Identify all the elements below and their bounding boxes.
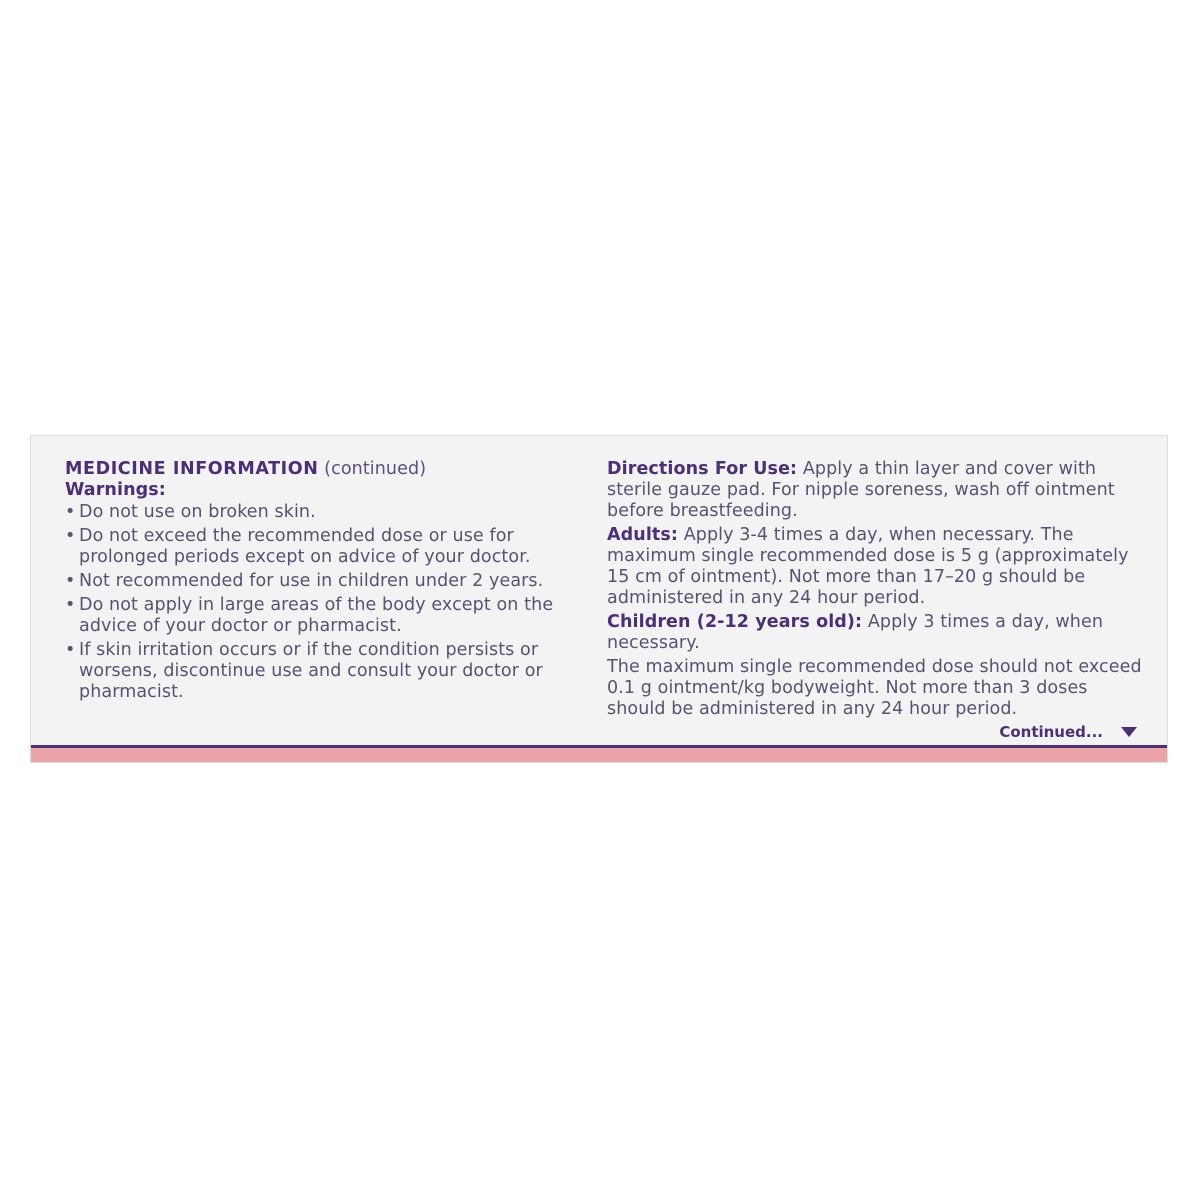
continued-label: Continued... — [999, 723, 1103, 741]
warning-item — [65, 526, 595, 568]
warning-item — [65, 502, 595, 523]
warning-item — [65, 571, 595, 592]
children-paragraph — [607, 612, 1147, 654]
warning-text: Not recommended for use in children under 2 years. — [79, 571, 544, 591]
children-dose-paragraph: The maximum single recommended dose should not exceed 0.1 g ointment/kg bodyweight. Not more than 3 doses should be administered in any 24 hour period. — [607, 657, 1142, 719]
warning-text: Do not apply in large areas of the body except on the advice of your doctor or pharmacist. — [79, 595, 554, 636]
children-text: Apply 3 times a day, when necessary. — [607, 612, 1104, 653]
warning-text: If skin irritation occurs or if the condition persists or worsens, discontinue use and consult your doctor or pharmacist. — [79, 640, 543, 702]
warning-item — [65, 640, 595, 703]
bullet-icon: • — [65, 595, 76, 615]
left-column — [65, 459, 595, 706]
bullet-icon: • — [65, 526, 76, 546]
directions-label: Directions For Use: — [607, 459, 798, 479]
panel-content — [31, 436, 1167, 746]
bullet-icon: • — [65, 502, 76, 522]
warnings-label: Warnings: — [65, 480, 166, 500]
section-heading: MEDICINE INFORMATION — [65, 459, 319, 479]
warning-item — [65, 595, 595, 637]
right-column — [607, 459, 1147, 723]
bullet-icon: • — [65, 640, 76, 660]
warnings-list — [65, 502, 595, 703]
adults-text: Apply 3-4 times a day, when necessary. The maximum single recommended dose is 5 g (approximately 15 cm of ointment). Not more than 17–20 g should be administered in any 24 hour period. — [607, 525, 1129, 608]
children-label: Children (2-12 years old): — [607, 612, 863, 632]
pink-bottom-band — [31, 748, 1167, 762]
section-heading-line — [65, 459, 595, 480]
adults-paragraph — [607, 525, 1147, 609]
section-heading-suffix: (continued) — [324, 459, 427, 479]
directions-paragraph — [607, 459, 1147, 522]
adults-label: Adults: — [607, 525, 679, 545]
triangle-down-icon — [1121, 727, 1137, 737]
directions-text: Apply a thin layer and cover with sterile gauze pad. For nipple soreness, wash off ointment before breastfeeding. — [607, 459, 1115, 521]
medicine-info-panel — [30, 435, 1168, 763]
warning-text: Do not use on broken skin. — [79, 502, 316, 522]
warning-text: Do not exceed the recommended dose or use for prolonged periods except on advice of your doctor. — [79, 526, 531, 567]
continued-indicator — [999, 723, 1137, 741]
bullet-icon: • — [65, 571, 76, 591]
